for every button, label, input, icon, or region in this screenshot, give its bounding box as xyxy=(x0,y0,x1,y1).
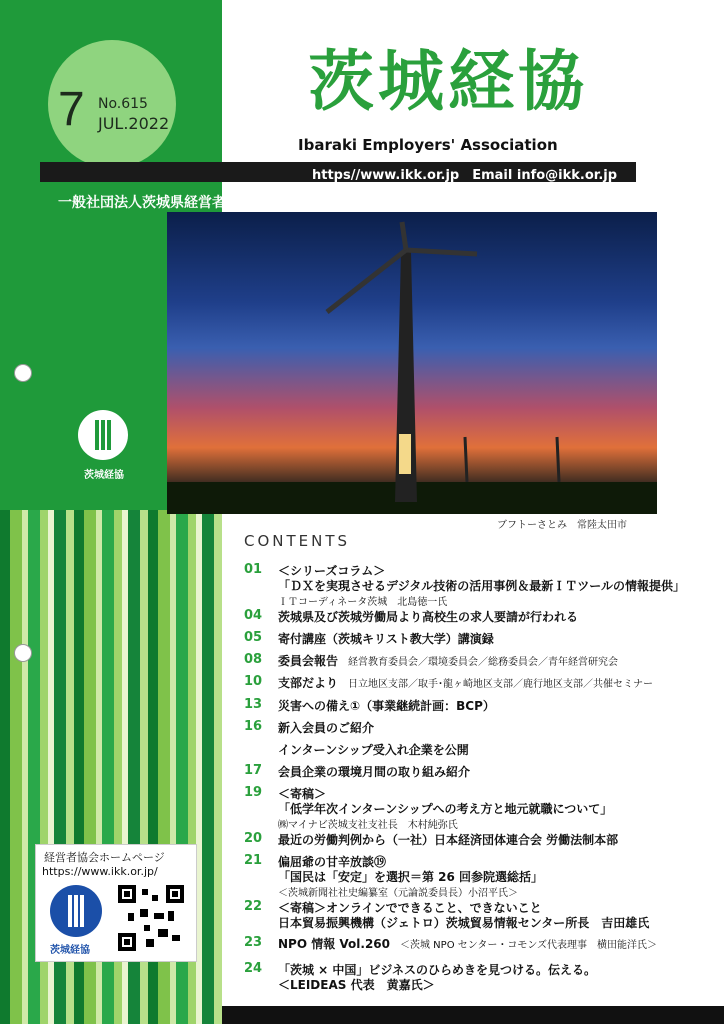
toc-page-number: 05 xyxy=(244,630,263,645)
url-text: https//www.ikk.or.jp Email info@ikk.or.jp xyxy=(312,168,618,183)
toc-title-text: ＜寄稿＞ xyxy=(278,787,327,801)
issue-date: JUL.2022 xyxy=(98,114,170,133)
homepage-logo-icon xyxy=(50,885,102,937)
logo-mark-icon xyxy=(78,410,128,460)
magazine-subtitle: Ibaraki Employers' Association xyxy=(298,136,558,154)
toc-title xyxy=(278,608,578,625)
qr-code-icon[interactable] xyxy=(118,885,184,951)
toc-title xyxy=(278,935,657,952)
toc-inline-detail: 経営教育委員会／環境委員会／総務委員会／青年経営研究会 xyxy=(348,657,619,668)
toc-inline-detail: ＜茨城 NPO センター・コモンズ代表理事 横田能洋氏＞ xyxy=(400,940,658,951)
toc-inline-detail: 日立地区支部／取手･龍ヶ崎地区支部／鹿行地区支部／共催セミナー xyxy=(348,679,654,690)
toc-title xyxy=(278,652,618,669)
homepage-logo-label: 茨城経協 xyxy=(50,945,90,956)
toc-subline: 「低学年次インターンシップへの考え方と地元就職について」 xyxy=(278,802,613,816)
toc-title-text: 委員会報告 xyxy=(278,654,339,668)
toc-title-text: 災害への備え①（事業継続計画：BCP） xyxy=(278,699,495,713)
url-bar xyxy=(40,162,636,182)
cover-photo-wind-turbine xyxy=(167,212,657,514)
toc-title-text: 新入会員のご紹介 xyxy=(278,721,375,735)
toc-subline: インターンシップ受入れ企業を公開 xyxy=(278,743,469,757)
toc-subline: ＩＴコーディネータ茨城 北島徳一氏 xyxy=(278,597,448,608)
toc-title-text: ＜寄稿＞オンラインでできること、できないこと xyxy=(278,901,542,915)
bottom-bar xyxy=(222,1006,724,1024)
wind-turbine-illustration xyxy=(167,212,657,514)
toc-subline: ＜茨城新聞社社史編纂室（元論説委員長）小沼平氏＞ xyxy=(278,888,518,899)
toc-title-text: 茨城県及び茨城労働局より高校生の求人要請が行われる xyxy=(278,610,579,624)
toc-title xyxy=(278,719,374,736)
toc-title-text: NPO 情報 Vol.260 xyxy=(278,937,390,951)
magazine-title: 茨城経協 xyxy=(308,43,588,120)
binder-hole-bottom xyxy=(14,644,32,662)
toc-page-number: 21 xyxy=(244,853,263,868)
toc-title xyxy=(278,763,470,780)
toc-title-text: 会員企業の環境月間の取り組み紹介 xyxy=(278,765,471,779)
issue-number: 7 xyxy=(58,83,85,136)
toc-title-text: 支部だより xyxy=(278,676,339,690)
photo-caption: ブフトーさとみ 常陸太田市 xyxy=(497,520,627,531)
homepage-url[interactable]: https://www.ikk.or.jp/ xyxy=(42,865,158,878)
logo-label: 茨城経協 xyxy=(84,470,124,481)
toc-title-text: ＜シリーズコラム＞ xyxy=(278,564,386,578)
toc-page-number: 13 xyxy=(244,697,263,712)
toc-title xyxy=(278,831,618,848)
toc-title xyxy=(278,674,653,691)
toc-page-number: 22 xyxy=(244,899,263,914)
toc-title-text: 偏屈爺の甘辛放談⑲ xyxy=(278,855,387,869)
homepage-title: 経営者協会ホームページ xyxy=(44,851,165,864)
toc-page-number: 19 xyxy=(244,785,263,800)
toc-page-number: 16 xyxy=(244,719,263,734)
binder-hole-top xyxy=(14,364,32,382)
homepage-box xyxy=(35,844,197,962)
toc-subline: 「ＤＸを実現させるデジタル技術の活用事例＆最新ＩＴツールの情報提供」 xyxy=(278,579,686,593)
toc-title xyxy=(278,697,495,714)
toc-page-number: 24 xyxy=(244,961,263,976)
toc-subline: ㈱マイナビ茨城支社支社長 木村純弥氏 xyxy=(278,820,458,831)
toc-page-number: 10 xyxy=(244,674,263,689)
ibaraki-keikyo-logo xyxy=(78,410,128,460)
toc-title-text: 「茨城 × 中国」ビジネスのひらめきを見つける。伝える。 xyxy=(278,963,597,977)
toc-subline: 「国民は「安定」を選択＝第 26 回参院選総括」 xyxy=(278,870,544,884)
organization-name: 一般社団法人茨城県経営者協会 xyxy=(58,195,254,211)
toc-page-number: 23 xyxy=(244,935,263,950)
toc-page-number: 04 xyxy=(244,608,263,623)
toc-subline: ＜LEIDEAS 代表 黄嘉氏＞ xyxy=(278,978,435,992)
toc-subline: 日本貿易振興機構（ジェトロ）茨城貿易情報センター所長 吉田雄氏 xyxy=(278,916,650,930)
issue-no: No.615 xyxy=(98,96,148,112)
toc-title xyxy=(278,630,494,647)
toc-page-number: 08 xyxy=(244,652,263,667)
contents-heading: CONTENTS xyxy=(244,532,351,550)
toc-page-number: 20 xyxy=(244,831,263,846)
toc-page-number: 17 xyxy=(244,763,263,778)
toc-title-text: 最近の労働判例から（一社）日本経済団体連合会 労働法制本部 xyxy=(278,833,619,847)
toc-title-text: 寄付講座（茨城キリスト教大学）講演録 xyxy=(278,632,494,646)
toc-page-number: 01 xyxy=(244,562,263,577)
